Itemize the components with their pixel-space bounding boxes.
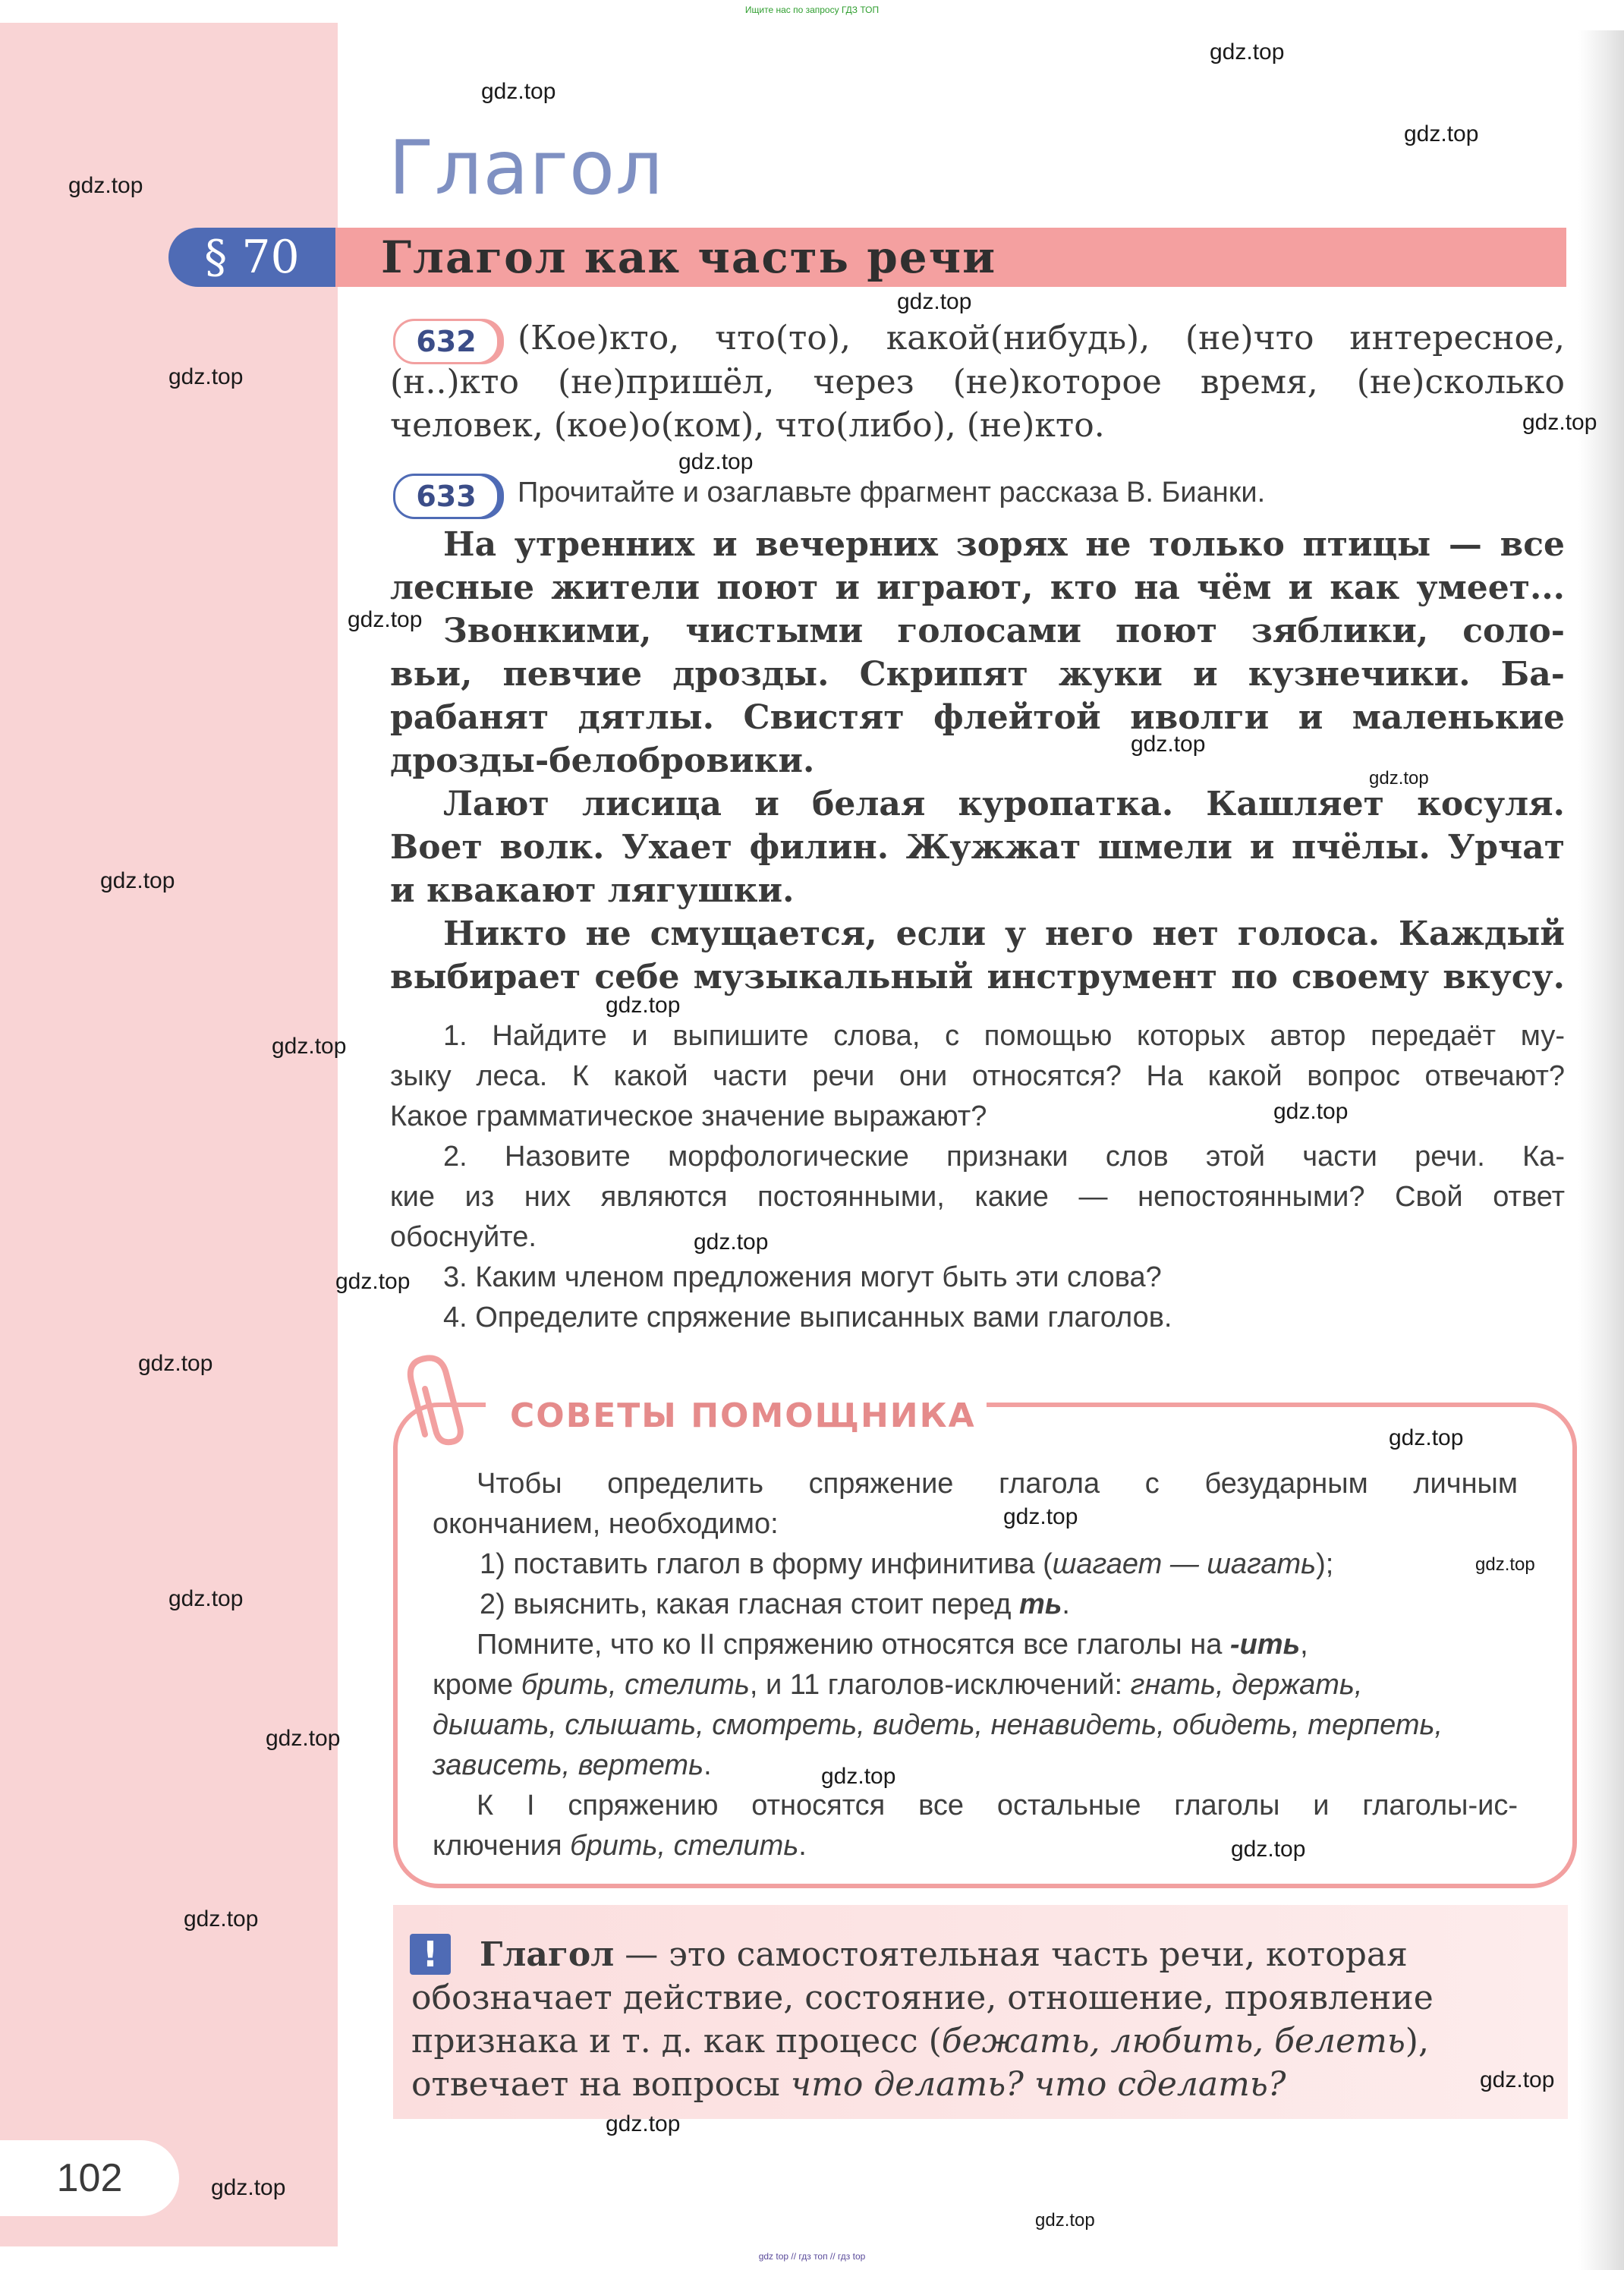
task-line-2: зыку леса. К какой части речи они относятся? На какой вопрос отвечают? (390, 1060, 1565, 1092)
task-line-6: обоснуйте. (390, 1221, 537, 1253)
watermark: gdz.top (168, 1586, 244, 1611)
text-line-4: вьи, певчие дрозды. Скрипят жуки и кузнечики. Ба- (390, 655, 1565, 694)
watermark: gdz.top (1475, 1554, 1535, 1575)
watermark: gdz.top (348, 607, 423, 632)
task-line-3: Какое грамматическое значение выражают? (390, 1100, 987, 1132)
watermark: gdz.top (1003, 1504, 1078, 1529)
rule-line-4: отвечает на вопросы что делать? что сделать? (411, 2065, 1286, 2104)
top-search-note: Ищите нас по запросу ГДЗ ТОП (744, 5, 880, 15)
watermark: gdz.top (897, 289, 972, 314)
rule-line-1: Глагол — это самостоятельная часть речи, которая (480, 1935, 1408, 1974)
exercise-632-line-1: (Кое)кто, что(то), какой(нибудь), (не)что интересное, (518, 319, 1565, 357)
tip-line-6: кроме брить, стелить, и 11 глаголов-исключений: гнать, держать, (433, 1669, 1363, 1701)
task-line-8: 4. Определите спряжение выписанных вами глаголов. (443, 1302, 1172, 1333)
tip-line-7: дышать, слышать, смотреть, видеть, ненавидеть, обидеть, терпеть, (433, 1709, 1443, 1741)
watermark: gdz.top (678, 449, 754, 474)
page-edge-shadow (1578, 30, 1624, 2270)
tip-line-9: К I спряжению относятся все остальные глаголы и глаголы-ис- (477, 1790, 1518, 1821)
watermark: gdz.top (1231, 1837, 1306, 1862)
watermark: gdz.top (211, 2175, 286, 2200)
tip-line-3: 1) поставить глагол в форму инфинитива (шагает — шагать); (480, 1548, 1334, 1580)
task-line-7: 3. Каким членом предложения могут быть эти слова? (443, 1261, 1162, 1293)
task-line-1: 1. Найдите и выпишите слова, с помощью которых автор передаёт му- (443, 1020, 1565, 1052)
bottom-watermark-note: gdz top // гдз топ // гдз top (758, 2251, 866, 2262)
task-line-5: кие из них являются постоянными, какие — непостоянными? Свой ответ (390, 1181, 1565, 1213)
watermark: gdz.top (138, 1351, 213, 1376)
text-line-9: и квакают лягушки. (390, 871, 795, 910)
watermark: gdz.top (100, 868, 175, 893)
task-line-4: 2. Назовите морфологические признаки слов этой части речи. Ка- (443, 1141, 1565, 1173)
rule-line-3: признака и т. д. как процесс (бежать, любить, белеть), (411, 2022, 1429, 2061)
watermark: gdz.top (606, 993, 681, 1018)
text-line-2: лесные жители поют и играют, кто на чём и как умеет... (390, 568, 1565, 607)
tips-title: СОВЕТЫ ПОМОЩНИКА (510, 1396, 976, 1435)
watermark: gdz.top (1480, 2067, 1555, 2092)
text-line-5: рабанят дятлы. Свистят флейтой иволги и маленькие (390, 698, 1565, 737)
text-line-1: На утренних и вечерних зорях не только птицы — все (443, 525, 1565, 564)
watermark: gdz.top (1210, 39, 1285, 65)
text-line-7: Лают лисица и белая куропатка. Кашляет косуля. (443, 785, 1565, 823)
watermark: gdz.top (821, 1764, 896, 1789)
watermark: gdz.top (272, 1034, 347, 1059)
page-number: 102 (56, 2156, 123, 2200)
watermark: gdz.top (606, 2111, 681, 2136)
exercise-number-632: 632 (393, 319, 499, 364)
section-header (168, 228, 1566, 287)
tip-line-1: Чтобы определить спряжение глагола с безударным личным (477, 1468, 1518, 1500)
watermark: gdz.top (335, 1269, 411, 1294)
exercise-633-instruction: Прочитайте и озаглавьте фрагмент рассказа В. Бианки. (518, 477, 1266, 508)
tip-line-5: Помните, что ко II спряжению относятся все глаголы на -ить, (477, 1629, 1308, 1661)
tip-line-8: зависеть, вертеть. (433, 1749, 712, 1781)
exercise-632-line-2: (н..)кто (не)пришёл, через (не)которое время, (не)сколько (390, 363, 1565, 401)
exercise-number-633: 633 (393, 474, 499, 519)
rule-line-2: обозначает действие, состояние, отношение, проявление (411, 1979, 1434, 2017)
text-line-8: Воет волк. Ухает филин. Жужжат шмели и пчёлы. Урчат (390, 828, 1565, 867)
watermark: gdz.top (266, 1726, 341, 1751)
watermark: gdz.top (1273, 1099, 1349, 1124)
tip-line-4: 2) выяснить, какая гласная стоит перед ть. (480, 1588, 1070, 1620)
exercise-632-line-3: человек, (кое)о(ком), что(либо), (не)кто. (390, 406, 1105, 445)
watermark: gdz.top (1389, 1425, 1464, 1450)
watermark: gdz.top (481, 79, 556, 104)
exclamation-icon: ! (410, 1934, 451, 1975)
text-line-11: выбирает себе музыкальный инструмент по своему вкусу. (390, 958, 1565, 996)
paperclip-icon (402, 1351, 486, 1450)
tip-line-10: ключения брить, стелить. (433, 1830, 807, 1862)
tip-line-2: окончанием, необходимо: (433, 1508, 779, 1540)
watermark: gdz.top (1035, 2210, 1095, 2231)
text-line-3: Звонкими, чистыми голосами поют зяблики, соло- (443, 612, 1565, 650)
watermark: gdz.top (1404, 121, 1479, 146)
text-line-10: Никто не смущается, если у него нет голоса. Каждый (443, 915, 1565, 953)
watermark: gdz.top (1131, 732, 1206, 757)
section-number: § 70 (168, 228, 335, 287)
watermark: gdz.top (168, 364, 244, 389)
watermark: gdz.top (184, 1906, 259, 1932)
watermark: gdz.top (694, 1229, 769, 1255)
watermark: gdz.top (1522, 410, 1597, 435)
watermark: gdz.top (68, 173, 143, 198)
chapter-title: Глагол (389, 125, 664, 212)
section-title: Глагол как часть речи (381, 231, 997, 283)
page-margin-band (0, 23, 341, 2246)
watermark: gdz.top (1369, 768, 1429, 789)
text-line-6: дрозды-белобровики. (390, 741, 815, 780)
